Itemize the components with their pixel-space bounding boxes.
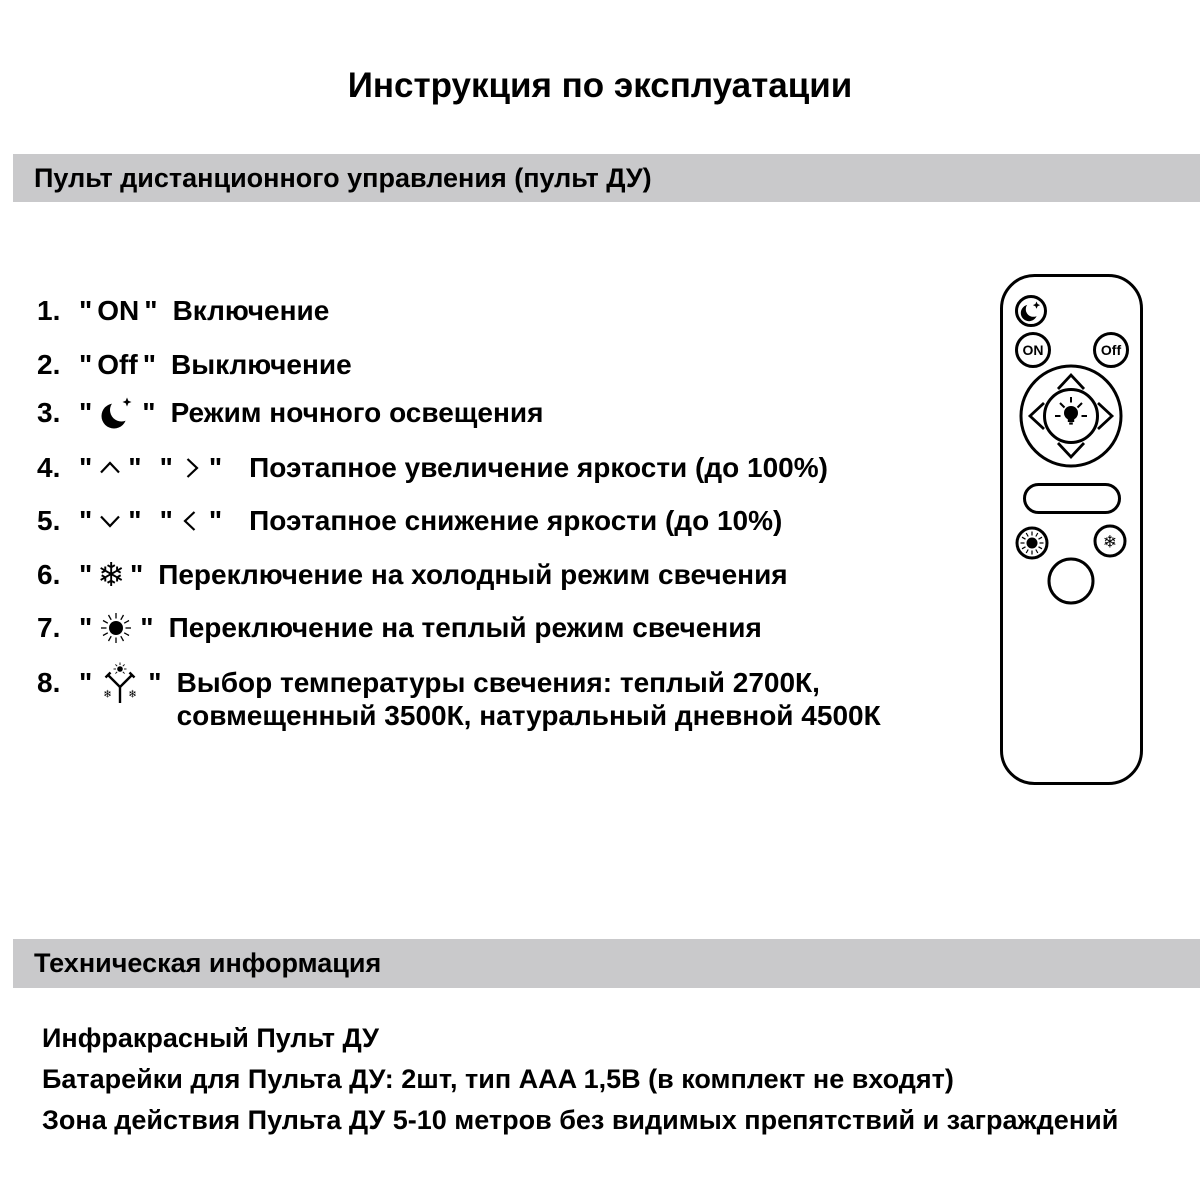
quote-mark: " bbox=[128, 452, 142, 483]
quote-mark: " bbox=[129, 559, 144, 590]
remote-pill-button bbox=[1025, 485, 1120, 513]
quote-mark: " bbox=[79, 612, 93, 643]
quote-mark: " bbox=[148, 667, 162, 698]
section-heading-remote-label: Пульт дистанционного управления (пульт ДУ) bbox=[34, 162, 652, 193]
sun-icon bbox=[97, 609, 135, 647]
on-label: ON bbox=[97, 295, 140, 326]
remote-nav-pad bbox=[1021, 366, 1121, 466]
snowflake-mini-icon: ❄ bbox=[128, 688, 138, 701]
list-item-label: Выключение bbox=[171, 349, 352, 380]
list-item-number: 3. bbox=[37, 397, 61, 428]
list-item-label: Включение bbox=[172, 295, 330, 326]
list-item-brightness-down bbox=[37, 503, 782, 539]
snowflake-icon: ❄ bbox=[97, 555, 125, 594]
snowflake-icon: ❄ bbox=[1102, 532, 1118, 553]
quote-mark: " bbox=[79, 667, 93, 698]
quote-mark: " bbox=[79, 559, 93, 590]
remote-control-diagram bbox=[995, 270, 1149, 792]
remote-off-label: Off bbox=[1100, 342, 1122, 358]
list-item-on bbox=[37, 293, 329, 329]
remote-off-button bbox=[1095, 334, 1128, 367]
list-item-number: 8. bbox=[37, 667, 61, 698]
list-item-brightness-up bbox=[37, 450, 828, 486]
quote-mark: " bbox=[128, 505, 142, 536]
quote-mark: " bbox=[79, 295, 93, 326]
quote-mark: " bbox=[159, 452, 173, 483]
quote-mark: " bbox=[79, 505, 93, 536]
section-heading-remote bbox=[13, 154, 1200, 202]
quote-mark: " bbox=[79, 349, 93, 380]
list-item-number: 1. bbox=[37, 295, 61, 326]
quote-mark: " bbox=[79, 452, 93, 483]
list-item-label: Переключение на теплый режим свечения bbox=[168, 612, 762, 643]
remote-warm-mode-button bbox=[1017, 528, 1047, 558]
list-item-label: Режим ночного освещения bbox=[170, 397, 544, 428]
chevron-right-icon bbox=[178, 455, 204, 481]
list-item-label-line1: Выбор температуры свечения: теплый 2700К, bbox=[176, 667, 820, 698]
quote-mark: " bbox=[140, 612, 154, 643]
section-heading-tech bbox=[13, 939, 1200, 988]
color-temperature-icon bbox=[97, 661, 143, 707]
quote-mark: " bbox=[208, 505, 223, 536]
quote-mark: " bbox=[144, 295, 158, 326]
quote-mark: " bbox=[79, 397, 93, 428]
off-label: Off bbox=[97, 349, 138, 380]
remote-on-button bbox=[1017, 334, 1050, 367]
list-item-number: 6. bbox=[37, 559, 61, 590]
tech-info-line: Батарейки для Пульта ДУ: 2шт, тип AAA 1,5В (в комплект не входят) bbox=[42, 1064, 954, 1094]
list-item-label: Поэтапное увеличение яркости (до 100%) bbox=[249, 452, 828, 483]
remote-round-button bbox=[1049, 559, 1093, 603]
chevron-down-icon bbox=[97, 508, 123, 534]
remote-night-mode-button bbox=[1017, 297, 1046, 326]
list-item-warm-mode bbox=[37, 610, 762, 646]
list-item-label-line2: совмещенный 3500К, натуральный дневной 4500К bbox=[176, 700, 881, 731]
list-item-number: 5. bbox=[37, 505, 61, 536]
remote-cold-mode-button bbox=[1095, 526, 1125, 556]
list-item-night-mode bbox=[37, 395, 543, 431]
list-item-off bbox=[37, 347, 352, 383]
list-item-label bbox=[177, 666, 881, 732]
list-item-label: Поэтапное снижение яркости (до 10%) bbox=[249, 505, 783, 536]
quote-mark: " bbox=[159, 505, 173, 536]
page-title: Инструкция по эксплуатации bbox=[347, 66, 853, 105]
list-item-number: 4. bbox=[37, 452, 61, 483]
chevron-left-icon bbox=[178, 508, 204, 534]
tech-info-line: Инфракрасный Пульт ДУ bbox=[42, 1023, 379, 1053]
snowflake-mini-icon: ❄ bbox=[103, 688, 113, 701]
quote-mark: " bbox=[142, 349, 156, 380]
remote-on-label: ON bbox=[1022, 342, 1044, 358]
list-item-number: 2. bbox=[37, 349, 61, 380]
list-item-label: Переключение на холодный режим свечения bbox=[158, 559, 788, 590]
quote-mark: " bbox=[142, 397, 156, 428]
section-heading-tech-label: Техническая информация bbox=[34, 948, 382, 978]
chevron-up-icon bbox=[97, 455, 123, 481]
list-item-color-temperature bbox=[37, 666, 881, 732]
quote-mark: " bbox=[208, 452, 223, 483]
moon-icon bbox=[97, 393, 137, 433]
tech-info-line: Зона действия Пульта ДУ 5-10 метров без видимых препятствий и заграждений bbox=[42, 1105, 1119, 1135]
list-item-number: 7. bbox=[37, 612, 61, 643]
list-item-cold-mode bbox=[37, 557, 788, 593]
